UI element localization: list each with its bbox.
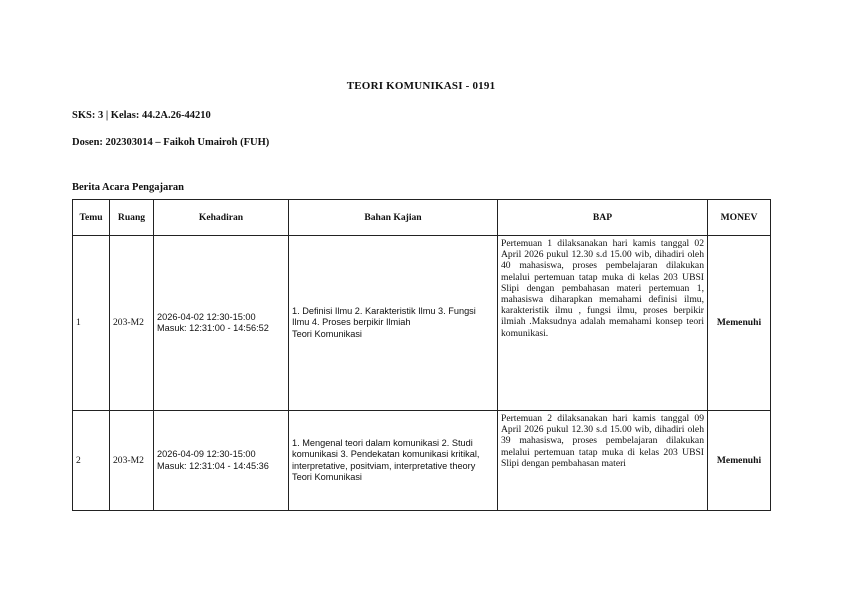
bahan-kajian-text: 1. Definisi Ilmu 2. Karakteristik Ilmu 3. Fungsi Ilmu 4. Proses berpikir Ilmiah [292, 306, 476, 328]
header-temu: Temu [73, 200, 110, 236]
kehadiran-jadwal: 2026-04-09 12:30-15:00 [157, 449, 256, 460]
header-monev: MONEV [708, 200, 771, 236]
ruang-cell: 203-M2 [110, 236, 154, 411]
monev-cell: Memenuhi [708, 236, 771, 411]
bap-cell [498, 411, 708, 511]
kehadiran-masuk: Masuk: 12:31:00 - 14:56:52 [157, 323, 269, 333]
bahan-matakuliah: Teori Komunikasi [292, 471, 362, 482]
kehadiran-cell [154, 236, 289, 411]
berita-acara-table [72, 199, 771, 511]
header-bahan-kajian: Bahan Kajian [289, 200, 498, 236]
bap-cell [498, 236, 708, 411]
bahan-kajian-text: 1. Mengenal teori dalam komunikasi 2. Studi komunikasi 3. Pendekatan komunikasi kritikal, interpretative, positviam, interpretative theory [292, 438, 480, 471]
bahan-kajian-cell [289, 411, 498, 511]
bahan-kajian-cell [289, 236, 498, 411]
table-row [73, 411, 771, 511]
sks-kelas-line: SKS: 3 | Kelas: 44.2A.26-44210 [72, 110, 211, 121]
table-row [73, 236, 771, 411]
bap-text: Pertemuan 1 dilaksanakan hari kamis tanggal 02 April 2026 pukul 12.30 s.d 15.00 wib, dihadiri oleh 40 mahasiswa, proses pembelajaran dilakukan melalui pertemuan tatap muka di kelas 203 UBSI Slipi dengan pembahasan materi pertemuan 1, mahasiswa diharapkan memahami definisi ilmu, karakteristik ilmu , fungsi ilmu, proses berpikir ilmiah .Maksudnya adalah memahami konsep teori komunikasi. [501, 238, 704, 339]
monev-cell: Memenuhi [708, 411, 771, 511]
kehadiran-cell [154, 411, 289, 511]
temu-cell: 1 [73, 236, 110, 411]
ruang-cell: 203-M2 [110, 411, 154, 511]
bahan-matakuliah: Teori Komunikasi [292, 328, 362, 339]
kehadiran-masuk: Masuk: 12:31:04 - 14:45:36 [157, 460, 269, 471]
header-kehadiran: Kehadiran [154, 200, 289, 236]
header-bap: BAP [498, 200, 708, 236]
temu-cell: 2 [73, 411, 110, 511]
bap-text: Pertemuan 2 dilaksanakan hari kamis tanggal 09 April 2026 pukul 12.30 s.d 15.00 wib, dihadiri oleh 39 mahasiswa, proses pembelajaran dilakukan melalui pertemuan tatap muka di kelas 203 UBSI Slipi dengan pembahasan materi [501, 413, 704, 469]
section-title: Berita Acara Pengajaran [72, 182, 184, 193]
table-header-row [73, 200, 771, 236]
header-ruang: Ruang [110, 200, 154, 236]
document-title: TEORI KOMUNIKASI - 0191 [346, 80, 496, 92]
kehadiran-jadwal: 2026-04-02 12:30-15:00 [157, 311, 256, 322]
dosen-line: Dosen: 202303014 – Faikoh Umairoh (FUH) [72, 137, 270, 148]
